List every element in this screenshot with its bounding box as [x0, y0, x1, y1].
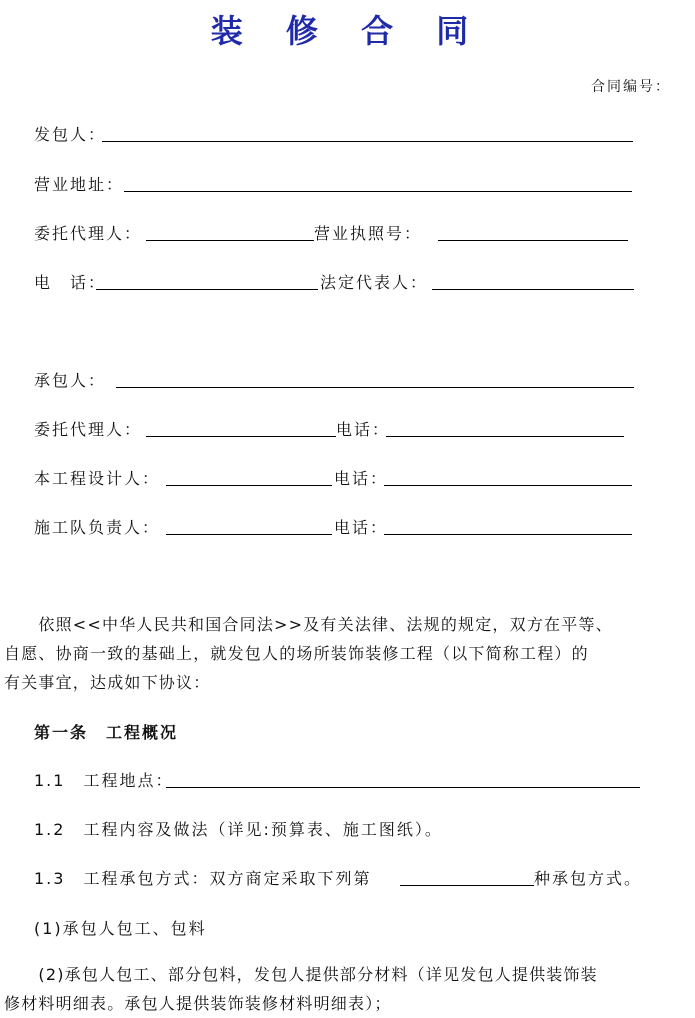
address-field[interactable]: [124, 191, 632, 192]
employer-row: [34, 122, 634, 146]
b-agent-row: [34, 417, 634, 441]
designer-row: [34, 466, 634, 490]
agent-field[interactable]: [146, 240, 314, 241]
address-row: [34, 172, 634, 196]
contract-title: 装 修 合 同: [210, 12, 485, 50]
legal-rep-field[interactable]: [432, 289, 634, 290]
item-1-1-row: [34, 768, 644, 792]
license-field[interactable]: [438, 240, 628, 241]
team-lead-phone-label: 电话：: [334, 518, 389, 537]
intro-line-2: 自愿、协商一致的基础上，就发包人的场所装饰装修工程（以下简称工程）的: [4, 644, 589, 663]
intro-line-1: 依照<<中华人民共和国合同法>>及有关法律、法规的规定，双方在平等、: [4, 615, 613, 634]
contractor-row: [34, 368, 634, 392]
team-lead-phone-field[interactable]: [384, 534, 632, 535]
intro-paragraph: [4, 610, 692, 697]
designer-field[interactable]: [166, 485, 332, 486]
designer-phone-field[interactable]: [384, 485, 632, 486]
item-1-3-row: [34, 866, 654, 890]
team-lead-label: 施工队负责人：: [34, 518, 161, 537]
team-lead-row: [34, 515, 634, 539]
site-location-field[interactable]: [166, 787, 640, 788]
b-agent-field[interactable]: [146, 436, 336, 437]
phone-field[interactable]: [96, 289, 318, 290]
agent-label: 委托代理人：: [34, 224, 143, 243]
phone-legalrep-row: [34, 270, 634, 294]
item-1-3-suffix: 种承包方式。: [534, 869, 643, 888]
option-2-line-2: 修材料明细表。承包人提供装饰装修材料明细表）；: [4, 994, 392, 1013]
option-1: (1)承包人包工、包料: [34, 919, 207, 938]
employer-label: 发包人：: [34, 125, 107, 144]
contractor-label: 承包人：: [34, 371, 107, 390]
item-1-1-label: 1.1 工程地点：: [34, 771, 174, 790]
license-label: 营业执照号：: [314, 224, 423, 243]
b-agent-phone-field[interactable]: [386, 436, 624, 437]
intro-line-3: 有关事宜，达成如下协议：: [4, 673, 211, 692]
contract-type-field[interactable]: [400, 885, 534, 886]
designer-phone-label: 电话：: [334, 469, 389, 488]
agent-license-row: [34, 221, 634, 245]
employer-field[interactable]: [102, 141, 633, 142]
b-agent-phone-label: 电话：: [336, 420, 391, 439]
article-1-heading: 第一条 工程概况: [34, 723, 179, 742]
contract-number-label: 合同编号：: [591, 79, 671, 95]
option-2-line-1: (2)承包人包工、部分包料，发包人提供部分材料（详见发包人提供装饰装: [4, 965, 598, 984]
legal-rep-label: 法定代表人：: [320, 273, 429, 292]
phone-label: 电 话：: [34, 273, 107, 292]
item-1-2: 1.2 工程内容及做法（详见:预算表、施工图纸）。: [34, 820, 443, 839]
address-label: 营业地址：: [34, 175, 125, 194]
contractor-field[interactable]: [116, 387, 634, 388]
b-agent-label: 委托代理人：: [34, 420, 143, 439]
designer-label: 本工程设计人：: [34, 469, 161, 488]
team-lead-field[interactable]: [166, 534, 332, 535]
option-2-paragraph: [4, 960, 692, 1018]
item-1-3-label: 1.3 工程承包方式：双方商定采取下列第: [34, 869, 372, 888]
